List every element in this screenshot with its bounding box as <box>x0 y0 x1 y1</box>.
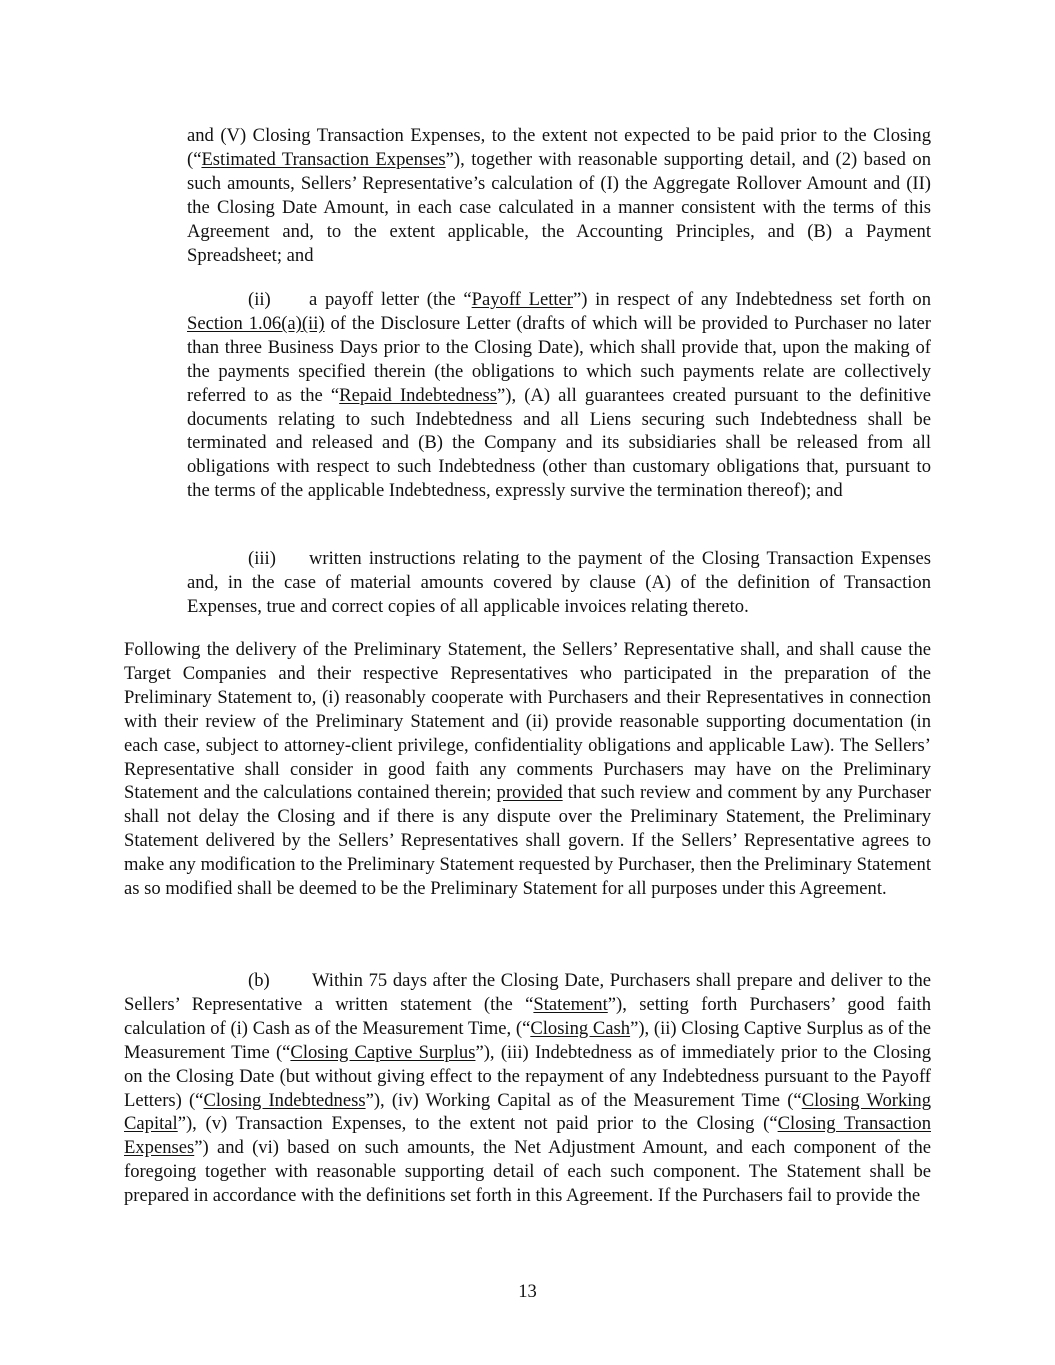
text-run: a payoff letter (the “ <box>309 289 472 310</box>
paragraph-iii-written-instructions <box>187 547 931 619</box>
text-run: Within 75 days after the Closing Date, Purchasers shall prepare and deliver to the Sellers’ Representative a written statement (the “ <box>124 970 931 1015</box>
defined-term-closing-cash: Closing Cash <box>530 1017 631 1039</box>
defined-term-closing-working-capital: Closing Working Capital <box>124 1089 931 1135</box>
text-run: ”), (iii) Indebtedness as of immediately prior to the Closing on the Closing Date (but without giving effect to the repayment of any Indebtedness pursuant to the Payoff Letters) (“ <box>124 1041 931 1111</box>
text-run: ”), setting forth Purchasers’ good faith calculation of (i) Cash as of the Measurement Time, (“ <box>124 993 932 1039</box>
defined-term-closing-captive-surplus: Closing Captive Surplus <box>290 1041 476 1063</box>
text-run: that such review and comment by any Purchaser shall not delay the Closing and if there is any dispute over the Preliminary Statement, the Preliminary Statement delivered by the Sellers’ Representatives shall govern. If the Sellers’ Representative agrees to make any modification to the Preliminary Statement requested by Purchaser, then the Preliminary Statement as so modified shall be deemed to be the Preliminary Statement for all purposes under this Agreement. <box>124 782 931 900</box>
section-reference: Section 1.06(a)(ii) <box>187 312 325 334</box>
text-run: of the Disclosure Letter (drafts of which will be provided to Purchaser no later than three Business Days prior to the Closing Date), which shall provide that, upon the making of the payments specified therein (the obligations to which such payments relate are collectively referred to as the “ <box>187 312 932 406</box>
clause-number-ii: (ii) <box>248 289 271 310</box>
clause-number-b: (b) <box>248 970 270 991</box>
text-run: ”), (A) all guarantees created pursuant to the definitive documents relating to such Indebtedness and all Liens securing such Indebtedness shall be terminated and released and (B) the Company and its subsidiaries shall be released from all obligations with respect to such Indebtedness (other than customary obligations that, pursuant to the terms of the applicable Indebtedness, expressly survive the termination thereof); and <box>187 384 931 502</box>
defined-term-closing-indebtedness: Closing Indebtedness <box>203 1089 366 1111</box>
paragraph-ii-payoff-letter <box>187 288 931 503</box>
defined-term-statement: Statement <box>533 993 608 1015</box>
text-run: ”) and (vi) based on such amounts, the Net Adjustment Amount, and each component of the foregoing together with reasonable supporting detail of each such component. The Statement shall be prepared in accordance with the definitions set forth in this Agreement. If the Purchasers fail to provide the <box>124 1137 931 1207</box>
paragraph-preliminary-statement-cooperation <box>124 638 931 901</box>
defined-term-estimated-transaction-expenses: Estimated Transaction Expenses <box>201 148 446 170</box>
defined-term-repaid-indebtedness: Repaid Indebtedness <box>339 384 498 406</box>
page-number: 13 <box>518 1281 537 1302</box>
text-run: ”) in respect of any Indebtedness set forth on <box>572 289 931 310</box>
text-run: written instructions relating to the payment of the Closing Transaction Expenses and, in the case of material amounts covered by clause (A) of the definition of Transaction Expenses, true and correct copies of all applicable invoices relating thereto. <box>187 548 931 617</box>
text-run: ”), (iv) Working Capital as of the Measurement Time (“ <box>365 1089 802 1111</box>
text-run: ”), (ii) Closing Captive Surplus as of the Measurement Time (“ <box>124 1017 931 1063</box>
paragraph-continued-closing-estimates <box>187 124 931 267</box>
text-run: and (V) Closing Transaction Expenses, to the extent not expected to be paid prior to the Closing (“ <box>187 125 931 170</box>
text-run: Following the delivery of the Preliminary Statement, the Sellers’ Representative shall, and shall cause the Target Companies and their respective Representatives who participated in the preparation of the Preliminary Statement to, (i) reasonably cooperate with Purchasers and their Representatives in connection with their review of the Preliminary Statement and (ii) provide reasonable supporting documentation (in each case, subject to attorney-client privilege, confidentiality obligations and applicable Law). The Sellers’ Representative shall consider in good faith any comments Purchasers may have on the Preliminary Statement and the calculations contained therein; <box>124 639 931 804</box>
text-run: ”), together with reasonable supporting detail, and (2) based on such amounts, Sellers’ Representative’s calculation of (I) the Aggregate Rollover Amount and (II) the Closing Date Amount, in each case calculated in a manner consistent with the terms of this Agreement and, to the extent applicable, the Accounting Principles, and (B) a Payment Spreadsheet; and <box>187 148 931 266</box>
defined-term-provided: provided <box>496 782 563 804</box>
paragraph-b-statement <box>124 969 931 1208</box>
clause-number-iii: (iii) <box>248 548 276 569</box>
text-run: ”), (v) Transaction Expenses, to the extent not paid prior to the Closing (“ <box>177 1113 778 1135</box>
defined-term-payoff-letter: Payoff Letter <box>471 289 573 310</box>
defined-term-closing-transaction-expenses: Closing Transaction Expenses <box>124 1113 931 1159</box>
